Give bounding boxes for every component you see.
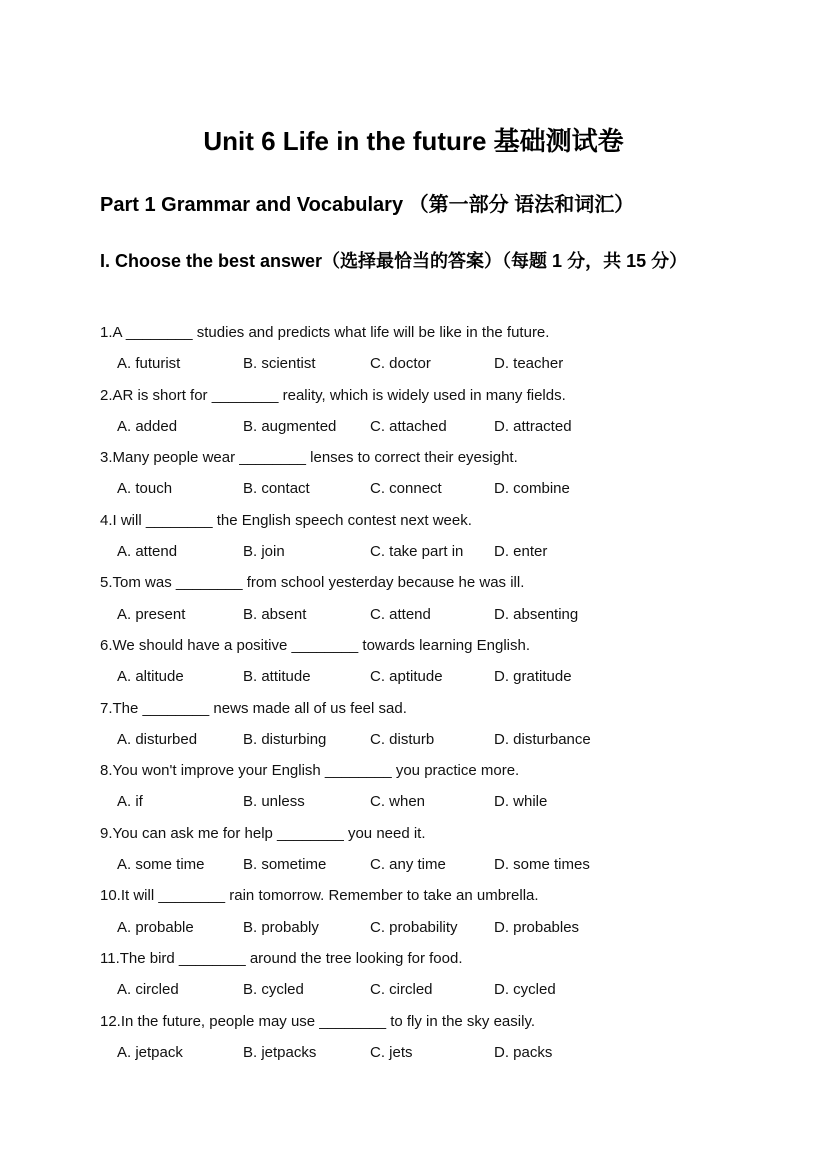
option-c: C. disturb (370, 730, 435, 748)
option-d: D. probables (494, 918, 580, 936)
answer-options (100, 473, 740, 504)
question-item (100, 755, 740, 818)
option-c: C. attend (370, 605, 431, 623)
answer-options (100, 411, 740, 442)
option-d: D. cycled (494, 981, 556, 999)
option-a: A. disturbed (117, 730, 198, 748)
option-c: C. probability (370, 918, 458, 936)
option-b: B. attitude (243, 668, 311, 686)
question-item (100, 693, 740, 756)
part-heading: Part 1 Grammar and Vocabulary （第一部分 语法和词汇） (100, 194, 635, 216)
answer-options (100, 912, 740, 943)
question-item (100, 818, 740, 881)
option-b: B. augmented (243, 417, 337, 435)
answer-options (100, 974, 740, 1005)
option-d: D. absenting (494, 605, 579, 623)
option-d: D. enter (494, 543, 548, 561)
question-item (100, 567, 740, 630)
option-a: A. jetpack (117, 1043, 183, 1061)
question-stem: 5.Tom was ________ from school yesterday because he was ill. (100, 574, 525, 592)
answer-options (100, 536, 740, 567)
question-item (100, 1006, 740, 1069)
option-c: C. any time (370, 856, 446, 874)
question-item (100, 442, 740, 505)
option-c: C. circled (370, 981, 433, 999)
option-b: B. disturbing (243, 730, 327, 748)
answer-options (100, 599, 740, 630)
question-stem: 6.We should have a positive ________ towards learning English. (100, 636, 531, 654)
option-a: A. present (117, 605, 186, 623)
question-item (100, 880, 740, 943)
question-stem: 9.You can ask me for help ________ you need it. (100, 824, 426, 842)
option-a: A. futurist (117, 355, 181, 373)
option-c: C. attached (370, 417, 447, 435)
option-a: A. probable (117, 918, 194, 936)
option-d: D. while (494, 793, 548, 811)
option-d: D. teacher (494, 355, 564, 373)
answer-options (100, 786, 740, 817)
option-d: D. gratitude (494, 668, 572, 686)
option-b: B. contact (243, 480, 310, 498)
option-a: A. attend (117, 543, 178, 561)
question-item (100, 380, 740, 443)
question-list (100, 317, 740, 1068)
question-stem: 4.I will ________ the English speech contest next week. (100, 511, 472, 529)
question-stem: 7.The ________ news made all of us feel sad. (100, 699, 407, 717)
option-b: B. scientist (243, 355, 316, 373)
option-a: A. touch (117, 480, 173, 498)
section-heading: I. Choose the best answer（选择最恰当的答案）（每题 1 分，共 15 分） (100, 251, 688, 271)
question-item (100, 943, 740, 1006)
answer-options (100, 724, 740, 755)
question-stem: 11.The bird ________ around the tree looking for food. (100, 949, 463, 967)
option-b: B. sometime (243, 856, 327, 874)
question-stem: 12.In the future, people may use ________ to fly in the sky easily. (100, 1012, 535, 1030)
document-title: Unit 6 Life in the future 基础测试卷 (203, 126, 624, 156)
option-c: C. take part in (370, 543, 464, 561)
question-item (100, 317, 740, 380)
question-item (100, 630, 740, 693)
question-stem: 10.It will ________ rain tomorrow. Remember to take an umbrella. (100, 887, 539, 905)
option-d: D. packs (494, 1043, 553, 1061)
answer-options (100, 348, 740, 379)
option-d: D. combine (494, 480, 570, 498)
option-d: D. disturbance (494, 730, 591, 748)
option-a: A. some time (117, 856, 205, 874)
option-b: B. probably (243, 918, 319, 936)
option-c: C. aptitude (370, 668, 443, 686)
answer-options (100, 849, 740, 880)
answer-options (100, 1037, 740, 1068)
option-a: A. if (117, 793, 143, 811)
option-c: C. when (370, 793, 426, 811)
question-item (100, 505, 740, 568)
option-b: B. unless (243, 793, 305, 811)
option-a: A. added (117, 417, 178, 435)
answer-options (100, 661, 740, 692)
question-stem: 3.Many people wear ________ lenses to correct their eyesight. (100, 449, 518, 467)
option-b: B. jetpacks (243, 1043, 317, 1061)
option-b: B. join (243, 543, 285, 561)
question-stem: 2.AR is short for ________ reality, which is widely used in many fields. (100, 386, 566, 404)
option-b: B. absent (243, 605, 307, 623)
option-a: A. circled (117, 981, 179, 999)
option-c: C. jets (370, 1043, 413, 1061)
option-a: A. altitude (117, 668, 184, 686)
option-c: C. doctor (370, 355, 431, 373)
option-c: C. connect (370, 480, 442, 498)
question-stem: 1.A ________ studies and predicts what life will be like in the future. (100, 324, 550, 341)
option-d: D. attracted (494, 417, 572, 435)
option-d: D. some times (494, 856, 590, 874)
option-b: B. cycled (243, 981, 304, 999)
question-stem: 8.You won't improve your English ________ you practice more. (100, 762, 520, 780)
